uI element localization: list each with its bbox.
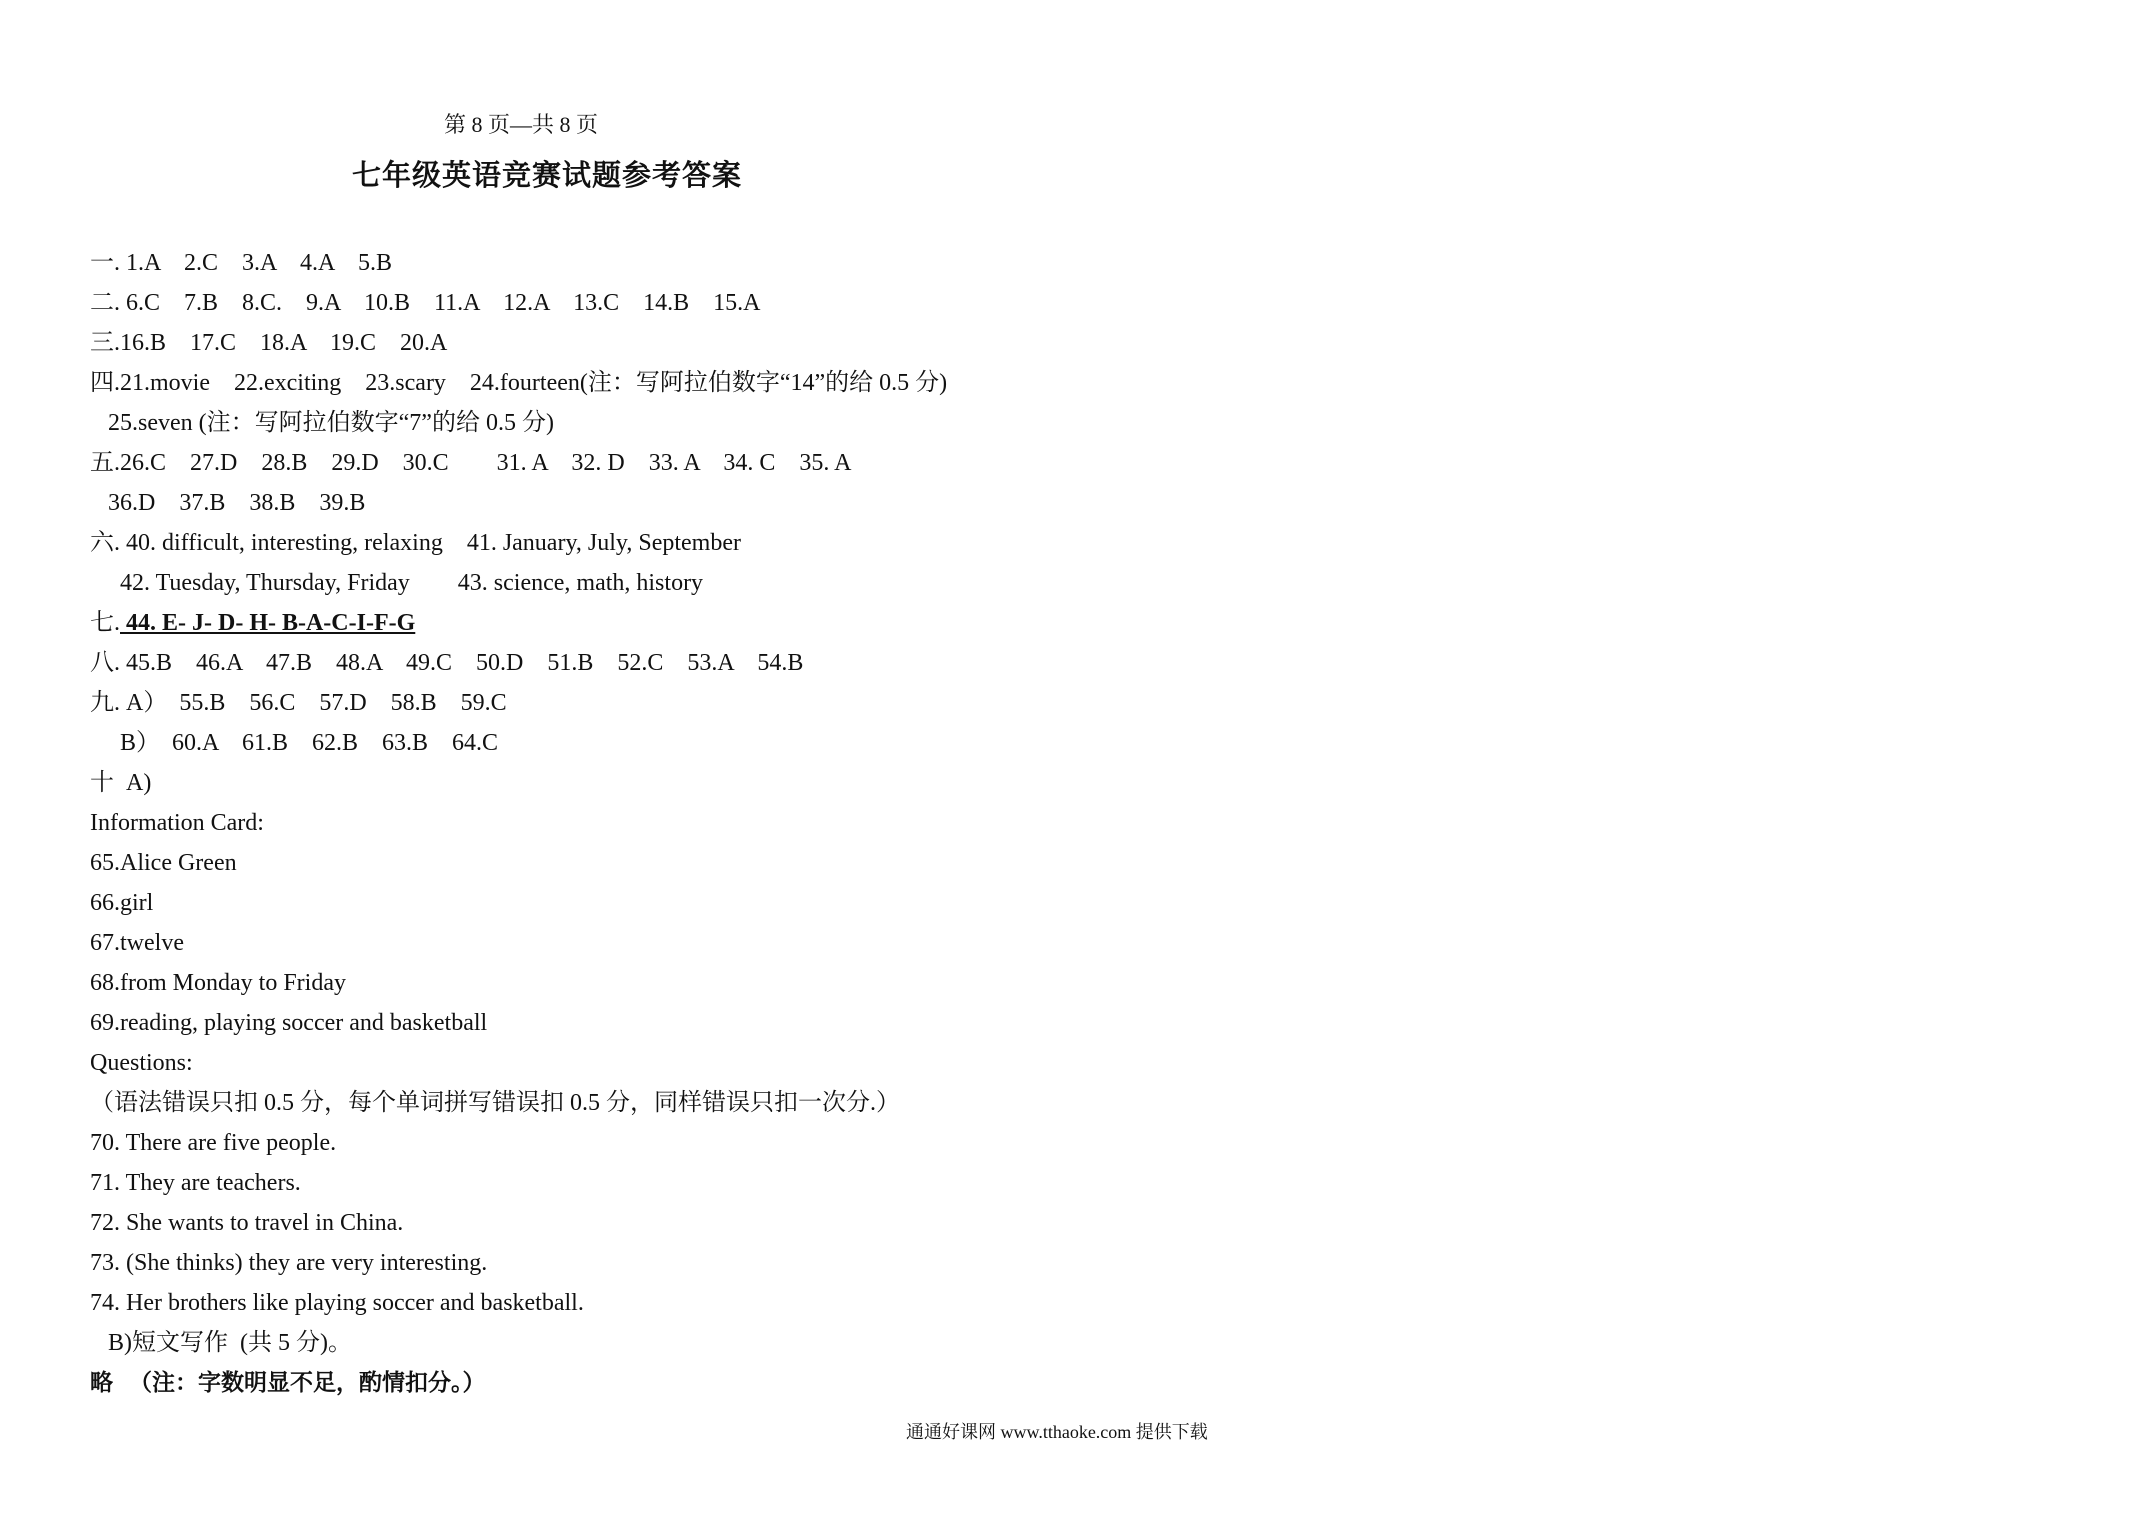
answer-section-5-line-1: 五.26.C 27.D 28.B 29.D 30.C 31. A 32. D 33. A 34. C 35. A: [90, 450, 852, 476]
answer-key: [90, 243, 1990, 1403]
answer-item-66: 66.girl: [90, 890, 154, 916]
answer-section-6-line-2: 42. Tuesday, Thursday, Friday 43. science, math, history: [90, 570, 704, 596]
answer-section-9-part-b: B） 60.A 61.B 62.B 63.B 64.C: [90, 730, 499, 756]
answer-section-4-line-2: 25.seven (注：写阿拉伯数字“7”的给 0.5 分): [90, 410, 554, 436]
answer-section-9-part-a: 九. A） 55.B 56.C 57.D 58.B 59.C: [90, 690, 507, 716]
answer-section-8: 八. 45.B 46.A 47.B 48.A 49.C 50.D 51.B 52.C 53.A 54.B: [90, 650, 804, 676]
answer-section-6-line-1: 六. 40. difficult, interesting, relaxing 41. January, July, September: [90, 530, 741, 556]
answer-item-73: 73. (She thinks) they are very interesting.: [90, 1250, 488, 1276]
footer-source: 通通好课网 www.tthaoke.com 提供下载: [906, 1422, 1208, 1442]
answer-section-3: 三.16.B 17.C 18.A 19.C 20.A: [90, 330, 448, 356]
answer-item-68: 68.from Monday to Friday: [90, 970, 346, 996]
answer-item-72: 72. She wants to travel in China.: [90, 1210, 404, 1236]
answer-item-65: 65.Alice Green: [90, 850, 237, 876]
section-7-prefix: 七.: [90, 610, 120, 636]
page-number: 第 8 页—共 8 页: [444, 112, 599, 137]
grading-note: （语法错误只扣 0.5 分，每个单词拼写错误扣 0.5 分，同样错误只扣一次分.）: [90, 1090, 900, 1116]
writing-task: B)短文写作 (共 5 分)。: [90, 1330, 352, 1356]
information-card-label: Information Card:: [90, 810, 264, 836]
answer-item-69: 69.reading, playing soccer and basketball: [90, 1010, 488, 1036]
answer-item-70: 70. There are five people.: [90, 1130, 337, 1156]
answer-item-71: 71. They are teachers.: [90, 1170, 301, 1196]
answer-section-7: [90, 603, 1990, 643]
document-title: 七年级英语竞赛试题参考答案: [352, 160, 743, 192]
answer-item-67: 67.twelve: [90, 930, 184, 956]
section-7-answer: 44. E- J- D- H- B-A-C-I-F-G: [120, 610, 416, 636]
questions-label: Questions:: [90, 1050, 193, 1076]
answer-section-1: 一. 1.A 2.C 3.A 4.A 5.B: [90, 250, 393, 276]
answer-section-4-line-1: 四.21.movie 22.exciting 23.scary 24.fourteen(注：写阿拉伯数字“14”的给 0.5 分): [90, 370, 948, 396]
answer-item-74: 74. Her brothers like playing soccer and basketball.: [90, 1290, 584, 1316]
answer-section-2: 二. 6.C 7.B 8.C. 9.A 10.B 11.A 12.A 13.C 14.B 15.A: [90, 290, 761, 316]
final-note: 略 （注：字数明显不足，酌情扣分。）: [90, 1370, 486, 1396]
answer-section-5-line-2: 36.D 37.B 38.B 39.B: [90, 490, 366, 516]
answer-section-10: 十 A): [90, 770, 152, 796]
